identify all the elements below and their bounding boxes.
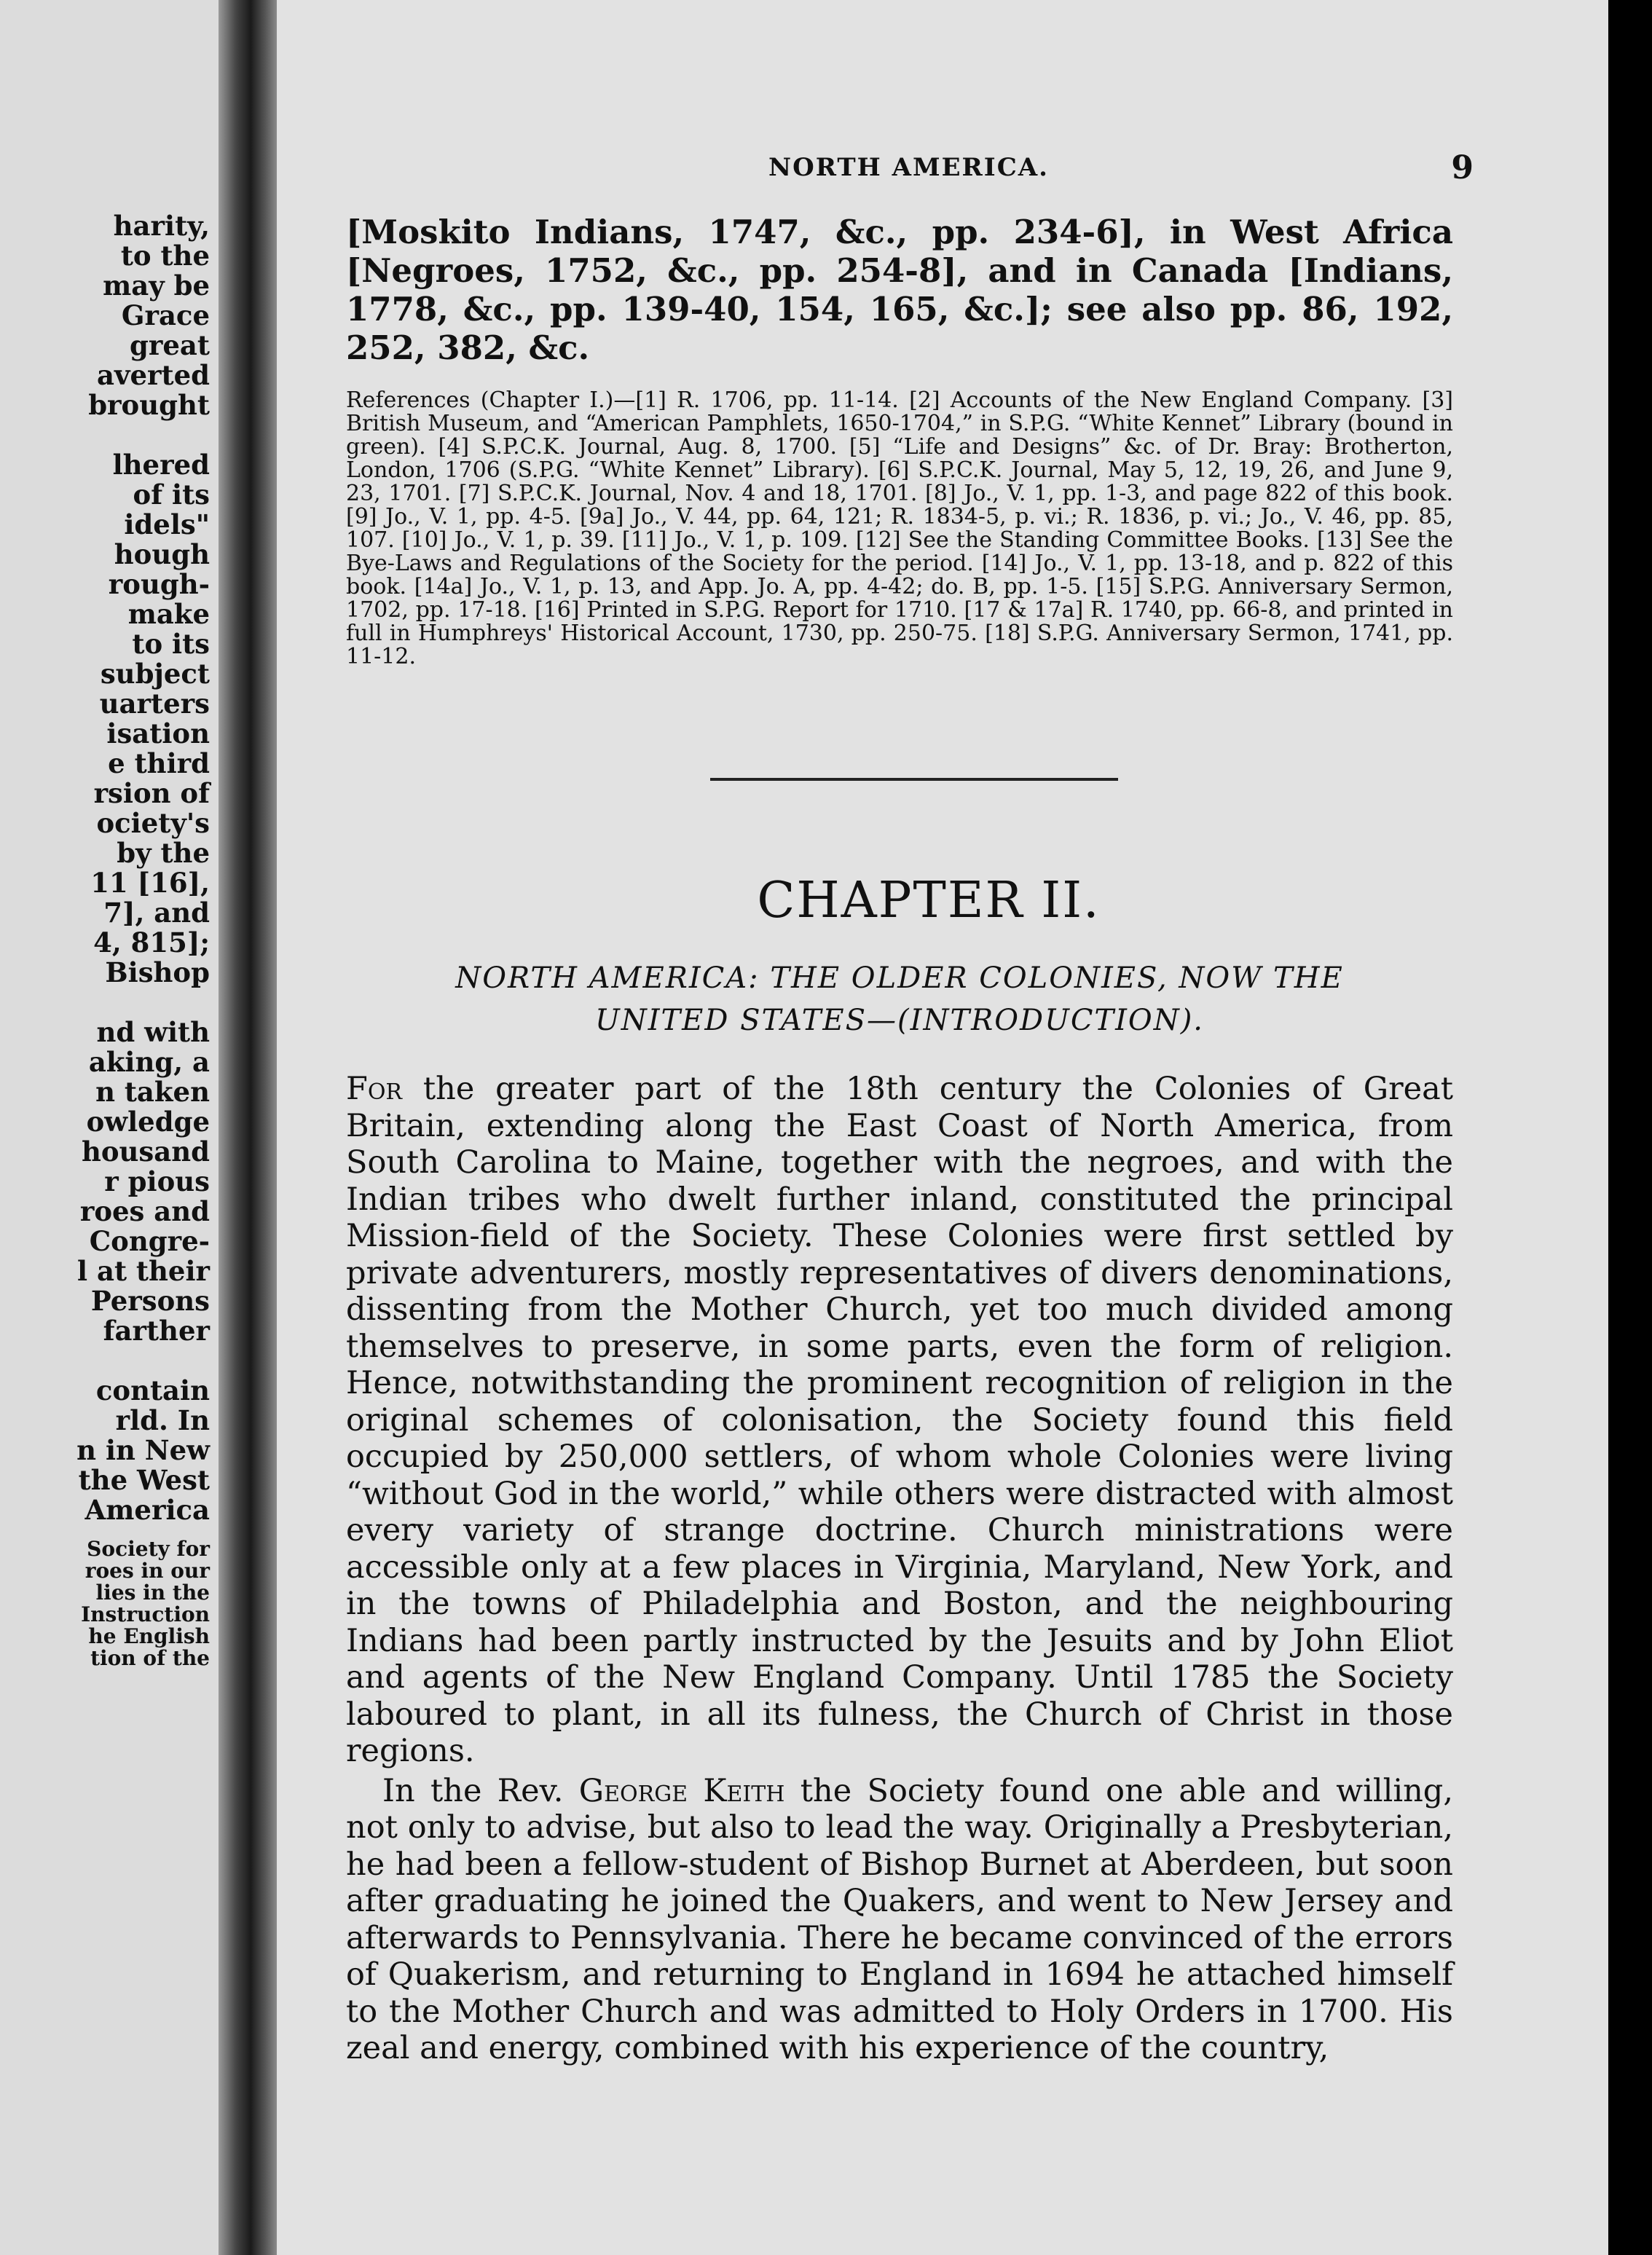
left-line-gap <box>0 420 219 450</box>
left-line-fragment: 4, 815]; <box>93 926 210 959</box>
left-line-fragment: to its <box>132 628 210 660</box>
left-line-fragment: 11 [16], <box>90 867 210 899</box>
left-line-fragment: Grace <box>121 299 210 331</box>
left-line-fragment: the West <box>78 1464 210 1496</box>
left-line-fragment: lhered <box>112 449 210 481</box>
left-line-fragment: roes and <box>79 1195 210 1227</box>
left-line-fragment: Congre- <box>89 1225 210 1257</box>
left-line-fragment: idels" <box>124 508 210 540</box>
references-block: References (Chapter I.)—[1] R. 1706, pp. 11-14. [2] Accounts of the New England Company. [3] British Museum, and “American Pamphlets, 1650-1704,” in S.P.G. “White Kennet” Library (bound in green). [4] S.P.C.K. Journal, Aug. 8, 1700. [5] “Life and Designs” &c. of Dr. Bray: Brotherton, London, 1706 (S.P.G. “White Kennet” Library). [6] S.P.C.K. Journal, May 5, 12, 19, 26, and June 9, 23, 1701. [7] S.P.C.K. Journal, Nov. 4 and 18, 1701. [8] Jo., V. 1, pp. 1-3, and page 822 of this book. [9] Jo., V. 1, pp. 4-5. [9a] Jo., V. 44, pp. 64, 121; R. 1834-5, p. vi.; R. 1836, p. vi.; Jo., V. 46, pp. 85, 107. [10] Jo., V. 1, p. 39. [11] Jo., V. 1, p. 109. [12] See the Standing Committee Books. [13] See the Bye-Laws and Regulations of the Society for the period. [14] Jo., V. 1, pp. 13-18, and p. 822 of this book. [14a] Jo., V. 1, p. 13, and App. Jo. A, pp. 4-42; do. B, pp. 1-5. [15] S.P.G. Anniversary Sermon, 1702, pp. 17-18. [16] Printed in S.P.G. Report for 1710. [17 & 17a] R. 1740, pp. 66-8, and printed in full in Humphreys' Historical Account, 1730, pp. 250-75. [18] S.P.G. Anniversary Sermon, 1741, pp. 11-12. <box>346 387 1453 669</box>
left-line-fragment: isation <box>106 717 210 749</box>
left-line-fragment: uarters <box>99 688 210 720</box>
page-number: 9 <box>1451 149 1475 186</box>
left-line-fragment: Persons <box>90 1285 210 1317</box>
body-paragraph-1-text: the greater part of the 18th century the Colonies of Great Britain, extending along the East Coast of North America, from South Carolina to Maine, together with the negroes, and with the Indian tribes who dwelt further inland, constituted the principal Mission-field of the Society. These Colonies were first settled by private adventurers, mostly representatives of divers denominations, dissenting from the Mother Church, yet too much divided among themselves to preserve, in some parts, even the form of religion. Hence, notwithstanding the prominent recognition of religion in the original schemes of colonisation, the Society found this field occupied by 250,000 settlers, of whom whole Colonies were living “without God in the world,” while others were distracted with almost every variety of strange doctrine. Church ministrations were accessible only at a few places in Virginia, Maryland, New York, and in the towns of Philadelphia and Boston, and the neighbouring Indians had been partly instructed by the Jesuits and by John Eliot and agents of the New England Company. Until 1785 the Society laboured to plant, in all its fulness, the Church of Christ in those regions. <box>346 1071 1453 1769</box>
left-footnote-line: tion of the <box>90 1646 210 1670</box>
left-line-fragment: Bishop <box>105 956 210 988</box>
left-footnote-line: Society for <box>87 1537 210 1561</box>
left-line-fragment: averted <box>96 359 210 391</box>
chapter-subtitle-line-2: UNITED STATES—(INTRODUCTION). <box>594 1004 1205 1037</box>
left-footnote-line: he English <box>88 1624 210 1648</box>
body-paragraph-1 <box>346 1071 1453 1770</box>
left-footnote-line: Instruction <box>81 1602 210 1626</box>
chapter-body <box>346 1071 1453 2067</box>
left-line-fragment: e third <box>108 747 210 779</box>
left-footnote-line: roes in our <box>84 1559 210 1583</box>
left-line-fragment: r pious <box>104 1165 210 1197</box>
left-line-fragment: America <box>84 1494 210 1526</box>
chapter-heading: CHAPTER II. <box>757 872 1101 929</box>
left-page-fragment <box>0 0 219 2255</box>
chapter-subtitle-line-1: NORTH AMERICA: THE OLDER COLONIES, NOW THE <box>455 961 1344 995</box>
left-line-gap <box>0 988 219 1018</box>
left-line-fragment: by the <box>117 837 210 869</box>
left-line-fragment: rough- <box>108 568 210 600</box>
left-line-fragment: n taken <box>95 1076 210 1108</box>
left-line-fragment: aking, a <box>88 1046 210 1078</box>
left-line-fragment: contain <box>95 1374 210 1406</box>
page-header <box>346 149 1475 197</box>
left-line-fragment: to the <box>120 240 210 272</box>
body-paragraph-2 <box>346 1773 1453 2067</box>
left-line-fragment: rld. In <box>115 1404 210 1436</box>
left-line-fragment: may be <box>103 269 210 302</box>
left-line-fragment: brought <box>88 389 210 421</box>
left-footnote-fragments <box>0 1538 219 1669</box>
left-line-fragment: of its <box>133 479 210 511</box>
scan-edge <box>1608 0 1652 2255</box>
left-line-fragment: owledge <box>86 1106 210 1138</box>
left-footnote-line: lies in the <box>95 1581 210 1605</box>
left-line-fragment: housand <box>81 1136 210 1168</box>
left-line-fragment: rsion of <box>93 777 210 809</box>
body-paragraph-2-before: In the Rev. <box>382 1772 579 1809</box>
left-line-fragment: great <box>130 329 210 361</box>
left-line-fragment: l at their <box>77 1255 210 1287</box>
left-line-fragment: n in New <box>76 1434 210 1466</box>
left-line-fragment: farther <box>103 1315 210 1347</box>
left-line-fragment: ociety's <box>96 807 210 839</box>
section-divider <box>710 778 1118 781</box>
left-line-fragment: harity, <box>113 210 210 242</box>
right-page <box>277 0 1652 2255</box>
drop-lead-word: For <box>346 1071 403 1107</box>
page-content <box>346 149 1475 2067</box>
left-page-text <box>0 211 219 1669</box>
left-line-fragment: nd with <box>96 1016 210 1048</box>
left-line-gap <box>0 1346 219 1376</box>
continuation-paragraph: [Moskito Indians, 1747, &c., pp. 234-6], in West Africa [Negroes, 1752, &c., pp. 254-8], and in Canada [Indians, 1778, &c., pp. 139-40, 154, 165, &c.]; see also pp. 86, 192, 252, 382, &c. <box>346 213 1453 367</box>
chapter-subtitle <box>346 957 1453 1042</box>
person-name: George Keith <box>578 1772 785 1809</box>
left-line-fragment: 7], and <box>103 897 210 929</box>
left-line-fragment: subject <box>100 658 210 690</box>
book-binding <box>219 0 277 2255</box>
left-line-fragment: hough <box>114 538 210 570</box>
body-paragraph-2-text: the Society found one able and willing, not only to advise, but also to lead the way. Originally a Presbyterian, he had been a fellow-student of Bishop Burnet at Aberdeen, but soon after graduating he joined the Quakers, and went to New Jersey and afterwards to Pennsylvania. There he became convinced of the errors of Quakerism, and returning to England in 1694 he attached himself to the Mother Church and was admitted to Holy Orders in 1700. His zeal and energy, combined with his experience of the country, <box>346 1772 1453 2066</box>
running-title: NORTH AMERICA. <box>768 153 1049 182</box>
left-line-fragment: make <box>127 598 210 630</box>
